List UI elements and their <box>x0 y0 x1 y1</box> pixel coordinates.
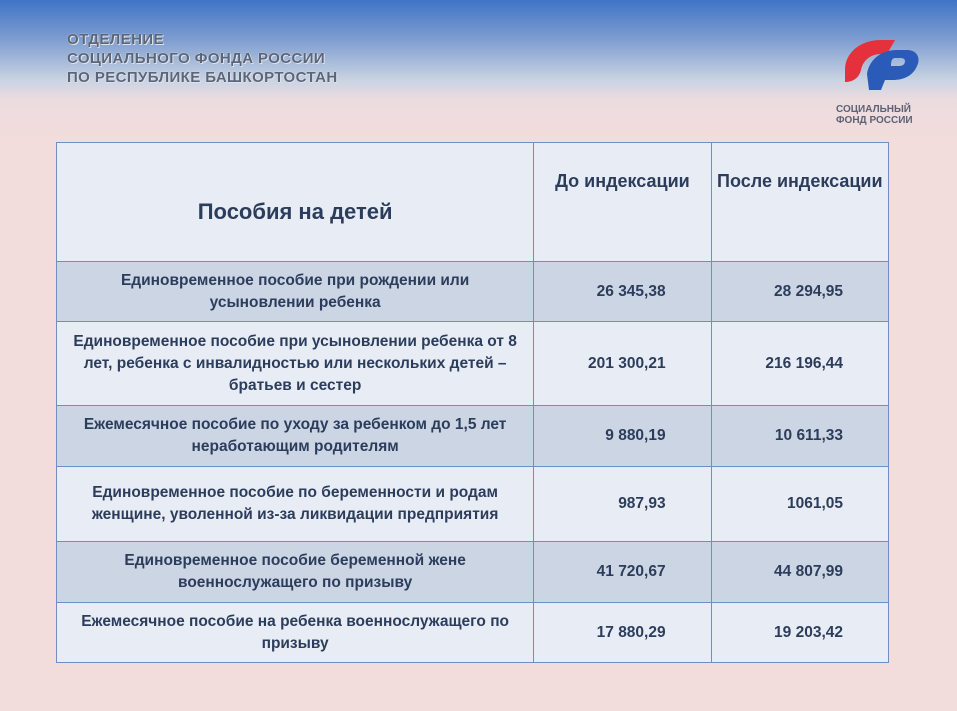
row-label: Ежемесячное пособие по уходу за ребенком до 1,5 лет неработающим родителям <box>57 406 534 467</box>
table-header-row <box>57 143 889 262</box>
row-label: Единовременное пособие беременной жене военнослужащего по призыву <box>57 542 534 603</box>
table-row <box>57 406 889 467</box>
table-row <box>57 603 889 663</box>
benefits-table <box>56 142 889 663</box>
table-row <box>57 322 889 406</box>
value-after: 1061,05 <box>711 467 888 542</box>
row-label: Единовременное пособие по беременности и родам женщине, уволенной из-за ликвидации предприятия <box>57 467 534 542</box>
logo-text-line-2: ФОНД РОССИИ <box>836 115 913 126</box>
value-before: 987,93 <box>534 467 711 542</box>
row-label: Единовременное пособие при усыновлении ребенка от 8 лет, ребенка с инвалидностью или нескольких детей – братьев и сестер <box>57 322 534 406</box>
table-row <box>57 467 889 542</box>
org-line-1: ОТДЕЛЕНИЕ <box>67 31 164 48</box>
column-header-after: После индексации <box>711 143 888 262</box>
column-header-before: До индексации <box>534 143 711 262</box>
table-row <box>57 542 889 603</box>
row-label: Единовременное пособие при рождении или усыновлении ребенка <box>57 262 534 322</box>
value-before: 201 300,21 <box>534 322 711 406</box>
value-after: 44 807,99 <box>711 542 888 603</box>
org-line-2: СОЦИАЛЬНОГО ФОНДА РОССИИ <box>67 50 326 67</box>
social-fund-logo <box>834 30 924 130</box>
organization-name <box>67 30 338 87</box>
table-row <box>57 262 889 322</box>
row-label: Ежемесячное пособие на ребенка военнослужащего по призыву <box>57 603 534 663</box>
value-before: 9 880,19 <box>534 406 711 467</box>
value-after: 19 203,42 <box>711 603 888 663</box>
value-before: 41 720,67 <box>534 542 711 603</box>
value-after: 216 196,44 <box>711 322 888 406</box>
value-before: 17 880,29 <box>534 603 711 663</box>
table-title: Пособия на детей <box>57 143 534 262</box>
value-after: 28 294,95 <box>711 262 888 322</box>
logo-text-line-1: СОЦИАЛЬНЫЙ <box>836 104 911 115</box>
org-line-3: ПО РЕСПУБЛИКЕ БАШКОРТОСТАН <box>67 69 338 86</box>
sf-logo-icon <box>837 30 921 92</box>
value-after: 10 611,33 <box>711 406 888 467</box>
value-before: 26 345,38 <box>534 262 711 322</box>
logo-caption <box>836 104 913 126</box>
